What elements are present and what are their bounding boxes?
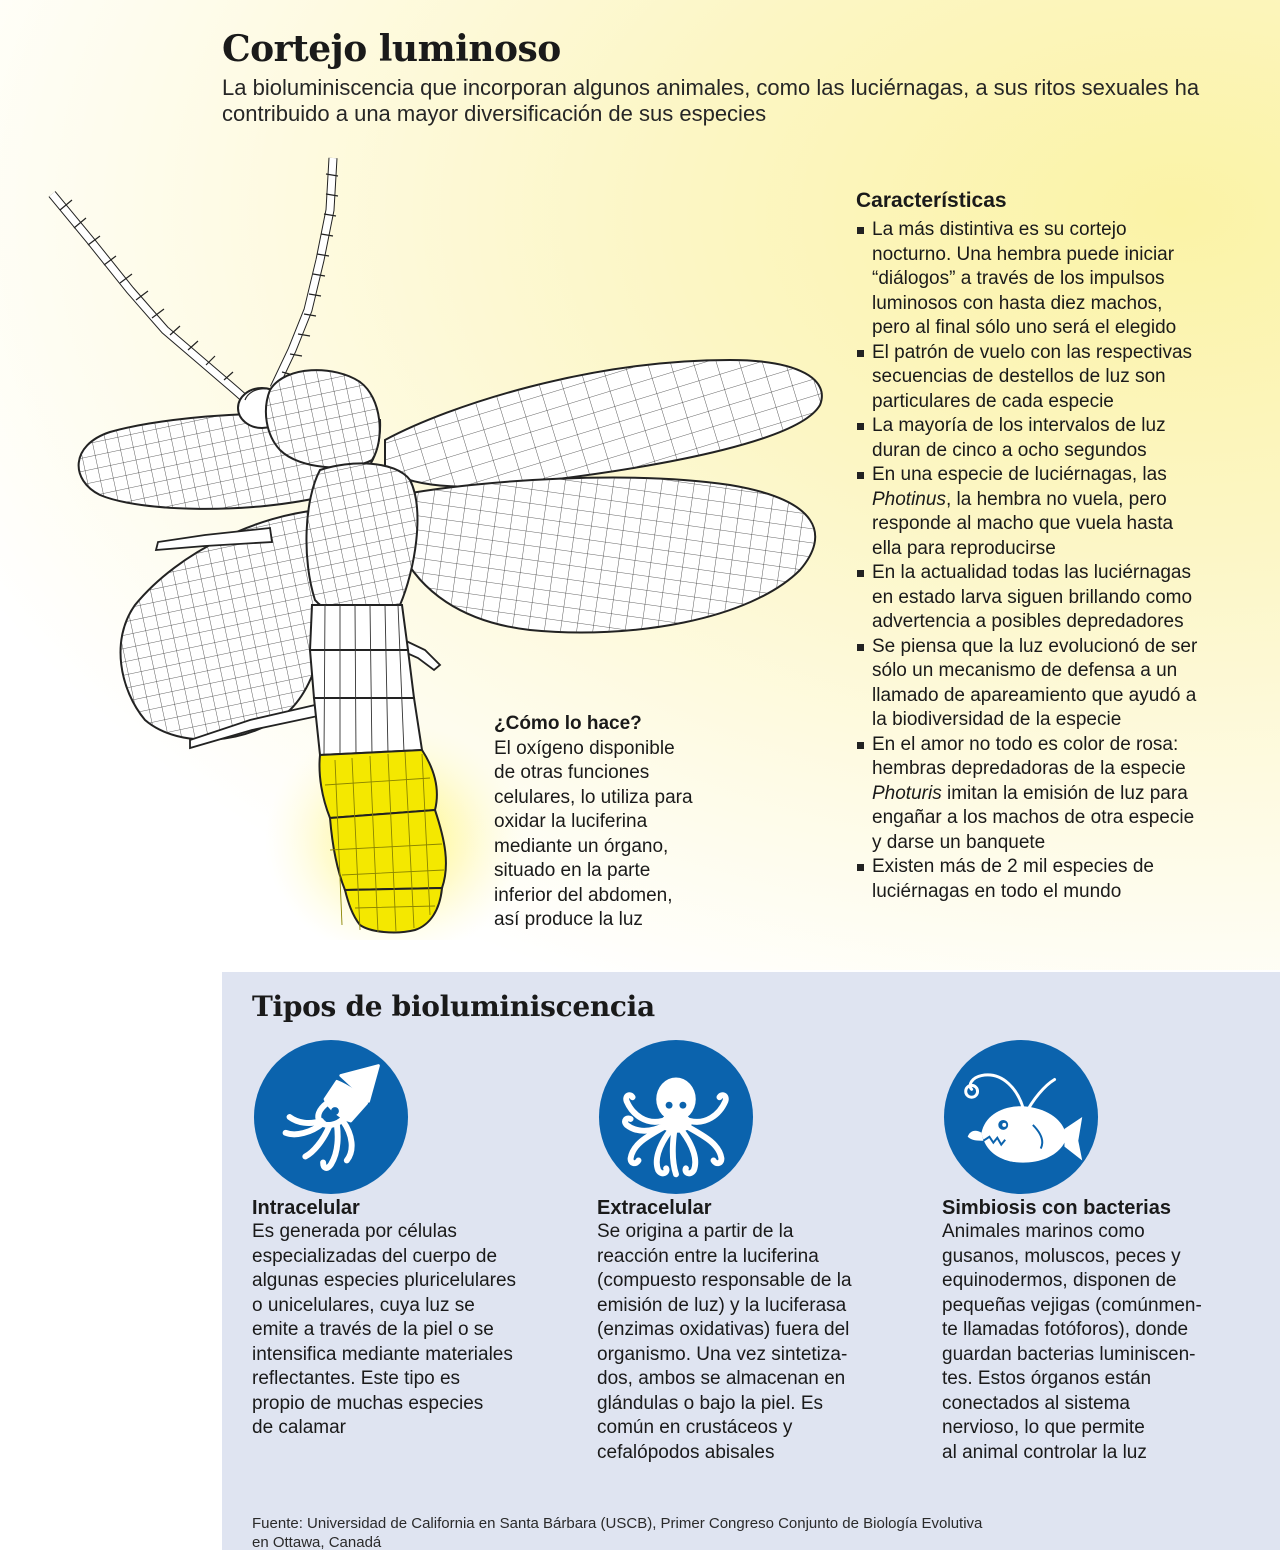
anglerfish-icon <box>942 1038 1100 1196</box>
characteristics-title: Características <box>856 189 1007 212</box>
types-title: Tipos de bioluminiscencia <box>252 990 655 1023</box>
list-item: En la actualidad todas las luciérnagas en estado larva siguen brillando como advertencia a posibles depredadores <box>856 561 1276 635</box>
how-title: ¿Cómo lo hace? <box>494 713 642 734</box>
squid-icon <box>252 1038 410 1196</box>
type-intracelular <box>252 1038 572 1438</box>
octopus-icon <box>597 1038 755 1196</box>
characteristics <box>856 188 1276 904</box>
list-item: Existen más de 2 mil especies de luciérnagas en todo el mundo <box>856 855 1276 904</box>
antennae <box>52 158 338 405</box>
list-item: La más distintiva es su cortejo nocturno. Una hembra puede iniciar “diálogos” a través de los impulsos luminosos con hasta diez machos, pero al final sólo uno será el elegido <box>856 218 1276 341</box>
list-item: El patrón de vuelo con las respectivas secuencias de destellos de luz son particulares de cada especie <box>856 341 1276 415</box>
type-extracelular <box>597 1038 917 1463</box>
characteristics-list <box>856 218 1276 904</box>
source-note: Fuente: Universidad de California en Santa Bárbara (USCB), Primer Congreso Conjunto de Biología Evolutiva en Ottawa, Canadá <box>252 1515 983 1551</box>
type-name: Extracelular <box>597 1197 712 1219</box>
list-item: Se piensa que la luz evolucionó de ser sólo un mecanismo de defensa a un llamado de apareamiento que ayudó a la biodiversidad de la especie <box>856 635 1276 733</box>
page-title: Cortejo luminoso <box>222 28 561 70</box>
how-text: El oxígeno disponible de otras funciones celulares, lo utiliza para oxidar la luciferina mediante un órgano, situado en la parte inferior del abdomen, así produce la luz <box>494 737 693 930</box>
type-simbiosis <box>942 1038 1262 1463</box>
type-description: Se origina a partir de la reacción entre la luciferina (compuesto responsable de la emisión de luz) y la luciferasa (enzimas oxidativas) fuera del organismo. Una vez sintetiza- dos, ambos se almacenan en glándulas o bajo la piel. Es común en crustáceos y cefalópodos abisales <box>597 1221 852 1463</box>
list-item: La mayoría de los intervalos de luz duran de cinco a ocho segundos <box>856 414 1276 463</box>
list-item: En el amor no todo es color de rosa: hembras depredadoras de la especie Photuris imitan la emisión de luz para engañar a los machos de otra especie y darse un banquete <box>856 733 1276 856</box>
type-name: Simbiosis con bacterias <box>942 1197 1171 1219</box>
page-subtitle: La bioluminiscencia que incorporan algunos animales, como las luciérnagas, a sus ritos sexuales ha contribuido a una mayor diversificación de sus especies <box>222 75 1200 126</box>
list-item: En una especie de luciérnagas, las Photinus, la hembra no vuela, pero responde al macho que vuela hasta ella para reproducirse <box>856 463 1276 561</box>
types-panel <box>222 972 1280 1550</box>
how-it-works <box>494 712 734 933</box>
abdomen <box>310 605 422 755</box>
type-name: Intracelular <box>252 1197 360 1219</box>
type-description: Animales marinos como gusanos, moluscos, peces y equinodermos, disponen de pequeñas vejigas (comúnmen- te llamadas fotóforos), donde guardan bacterias luminiscen- tes. Estos órganos están conectados al sistema nervioso, lo que permite al animal controlar la luz <box>942 1221 1202 1463</box>
type-description: Es generada por células especializadas del cuerpo de algunas especies pluricelulares o unicelulares, cuya luz se emite a través de la piel o se intensifica mediante materiales reflectantes. Este tipo es propio de muchas especies de calamar <box>252 1221 517 1438</box>
